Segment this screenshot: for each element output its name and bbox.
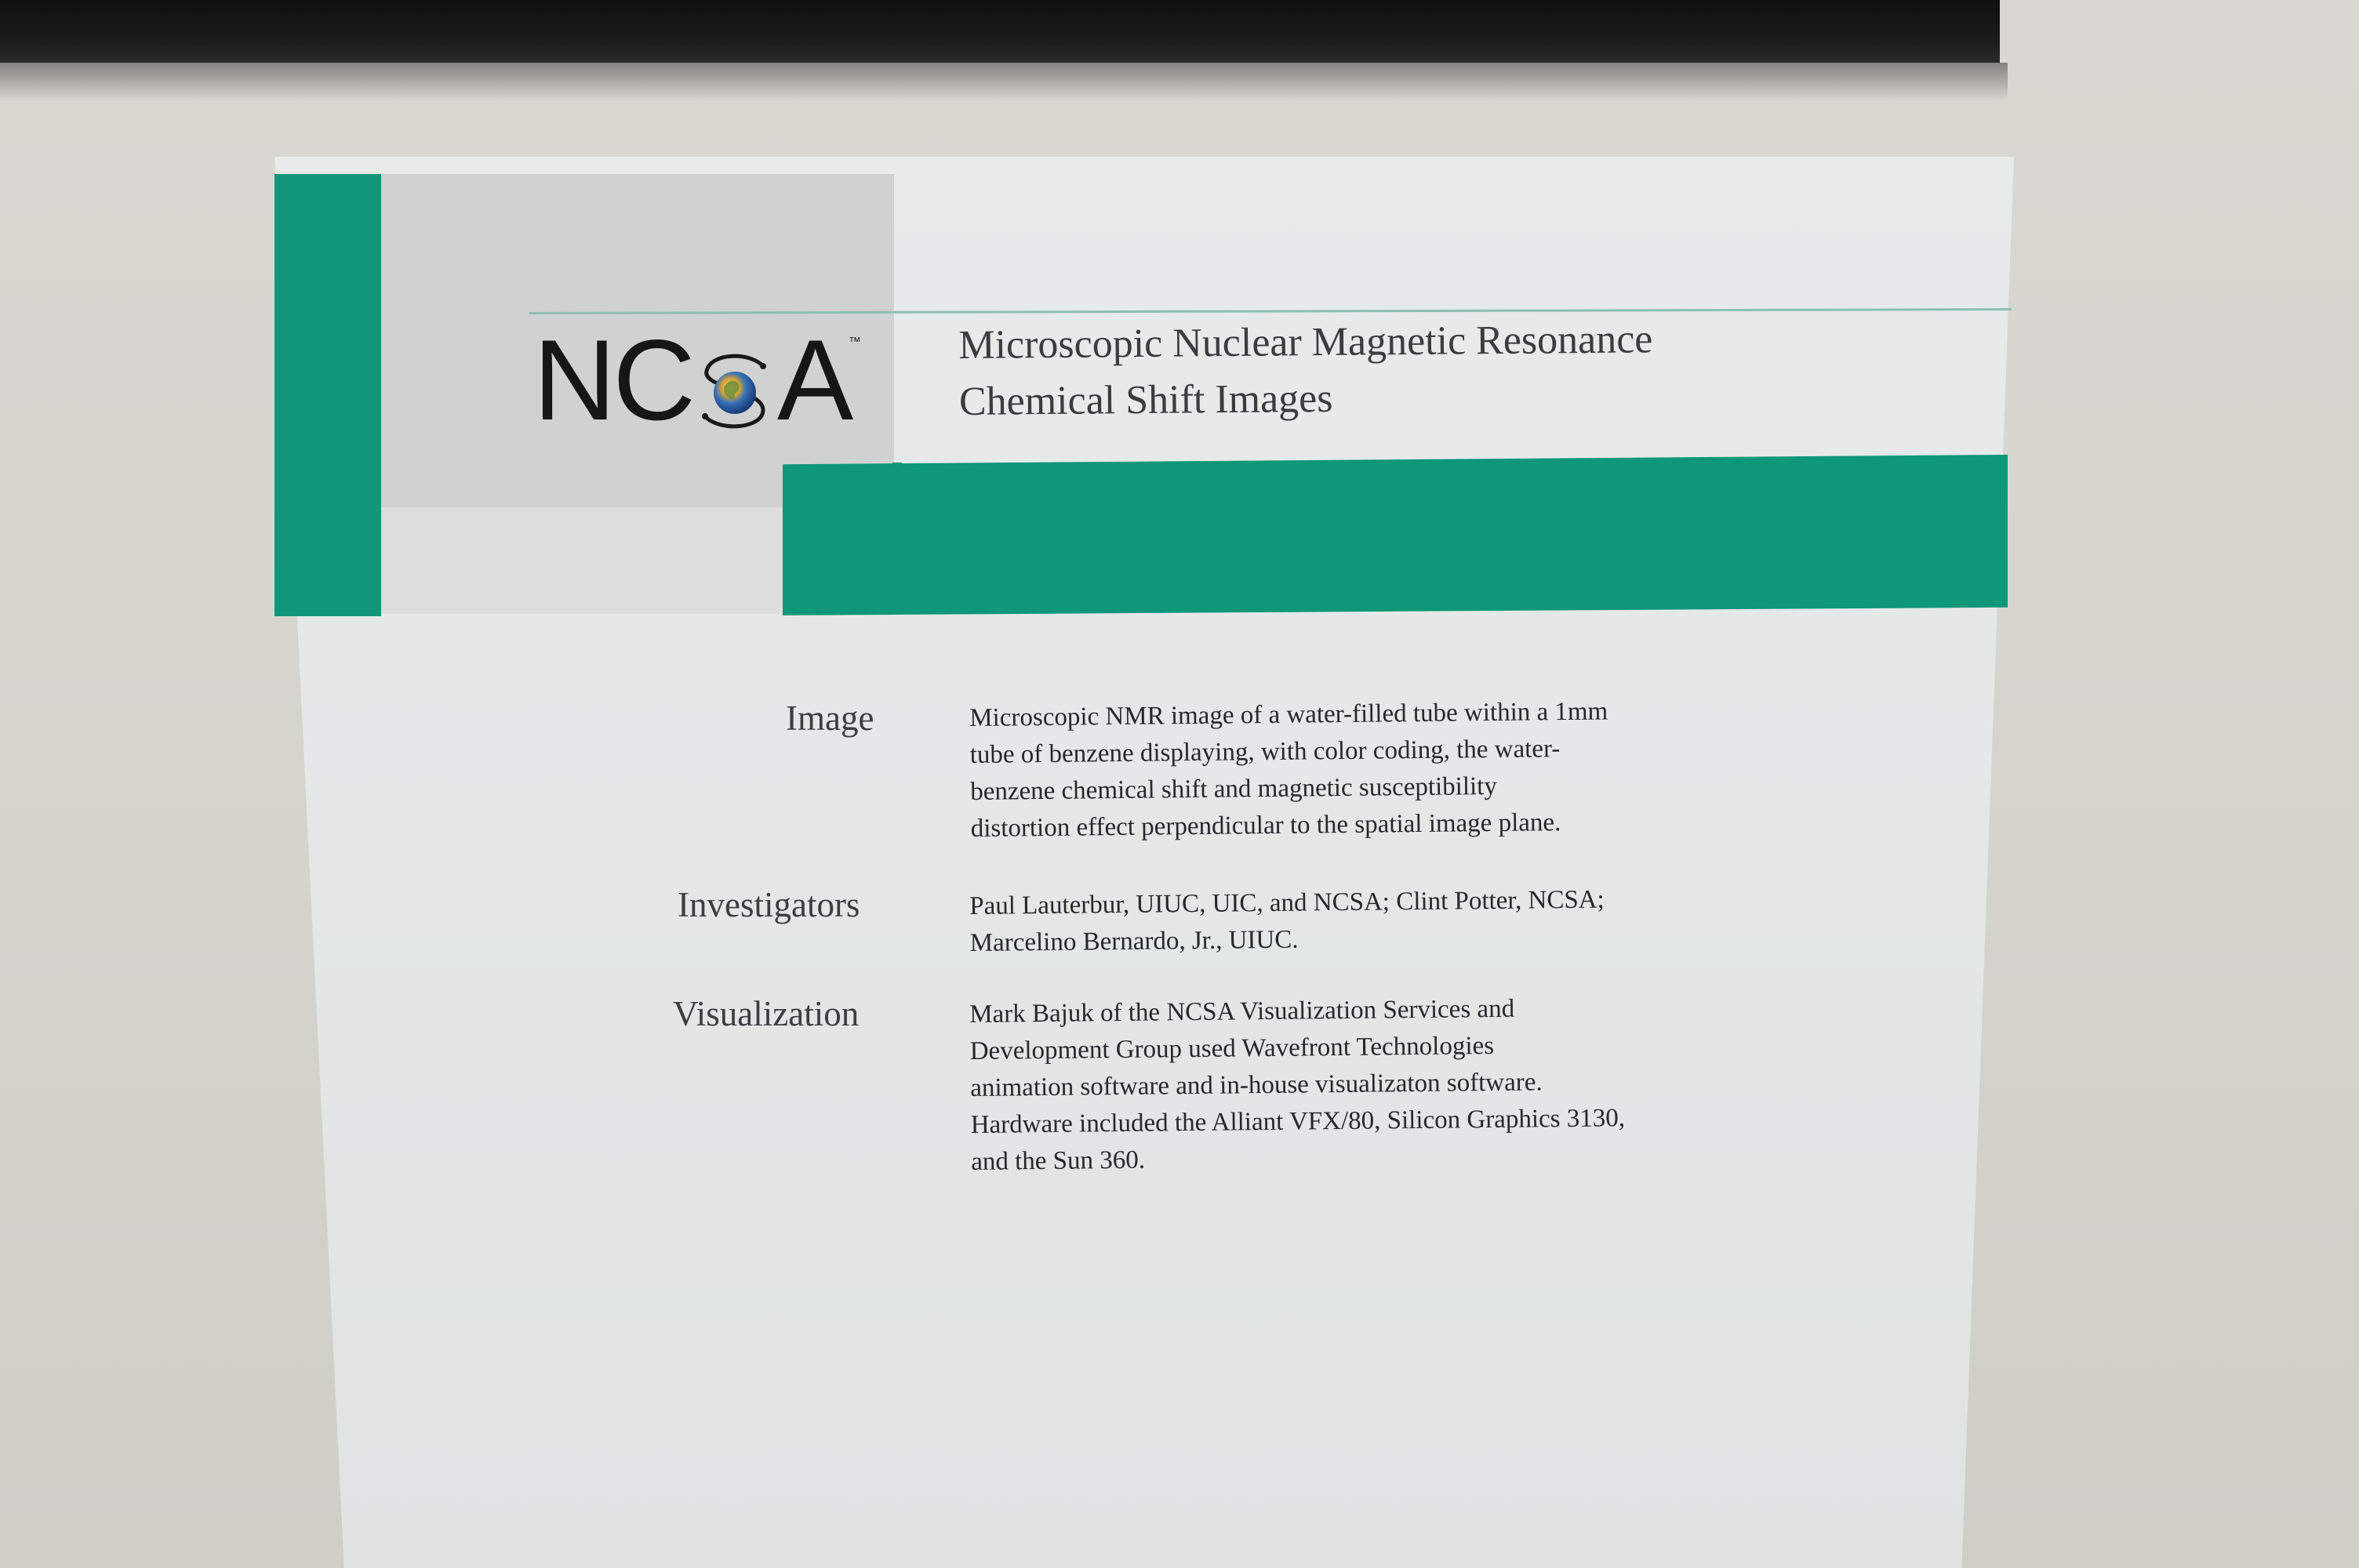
title-line-1: Microscopic Nuclear Magnetic Resonance: [958, 317, 1653, 368]
green-accent-notch: [892, 463, 902, 510]
ncsa-logo: [533, 316, 851, 444]
green-accent-bar: [783, 455, 2008, 615]
frame-shadow: [0, 0, 2000, 63]
text-visualization: Mark Bajuk of the NCSA Visualization Services and Development Group used Wavefront Technologies animation software and in-house visualizaton software. Hardware included the Alliant VFX/80, Silicon Graphics 3130, and the Sun 360.: [969, 994, 1626, 1176]
header-lower-panel: [369, 507, 784, 614]
text-investigators: Paul Lauterbur, UIUC, UIC, and NCSA; Clint Potter, NCSA; Marcelino Bernardo, Jr., UIUC.: [969, 885, 1605, 957]
label-image: Image: [786, 699, 874, 738]
globe-s-icon: [688, 333, 782, 427]
green-accent-block: [274, 174, 381, 616]
frame-shadow-fade: [0, 63, 2008, 102]
label-visualization: Visualization: [673, 994, 860, 1033]
logo-text-left: NC: [533, 316, 692, 444]
label-investigators: Investigators: [678, 885, 860, 924]
title-line-2: Chemical Shift Images: [958, 376, 1333, 424]
logo-text-right: A: [776, 316, 851, 444]
placard-title: [958, 311, 1653, 430]
trademark-mark: ™: [849, 336, 861, 349]
text-image: Microscopic NMR image of a water-filled tube within a 1mm tube of benzene displaying, with color coding, the water- benzene chemical shift and magnetic susceptibility distortion effect perpendicular to the spatial image plane.: [969, 697, 1608, 843]
